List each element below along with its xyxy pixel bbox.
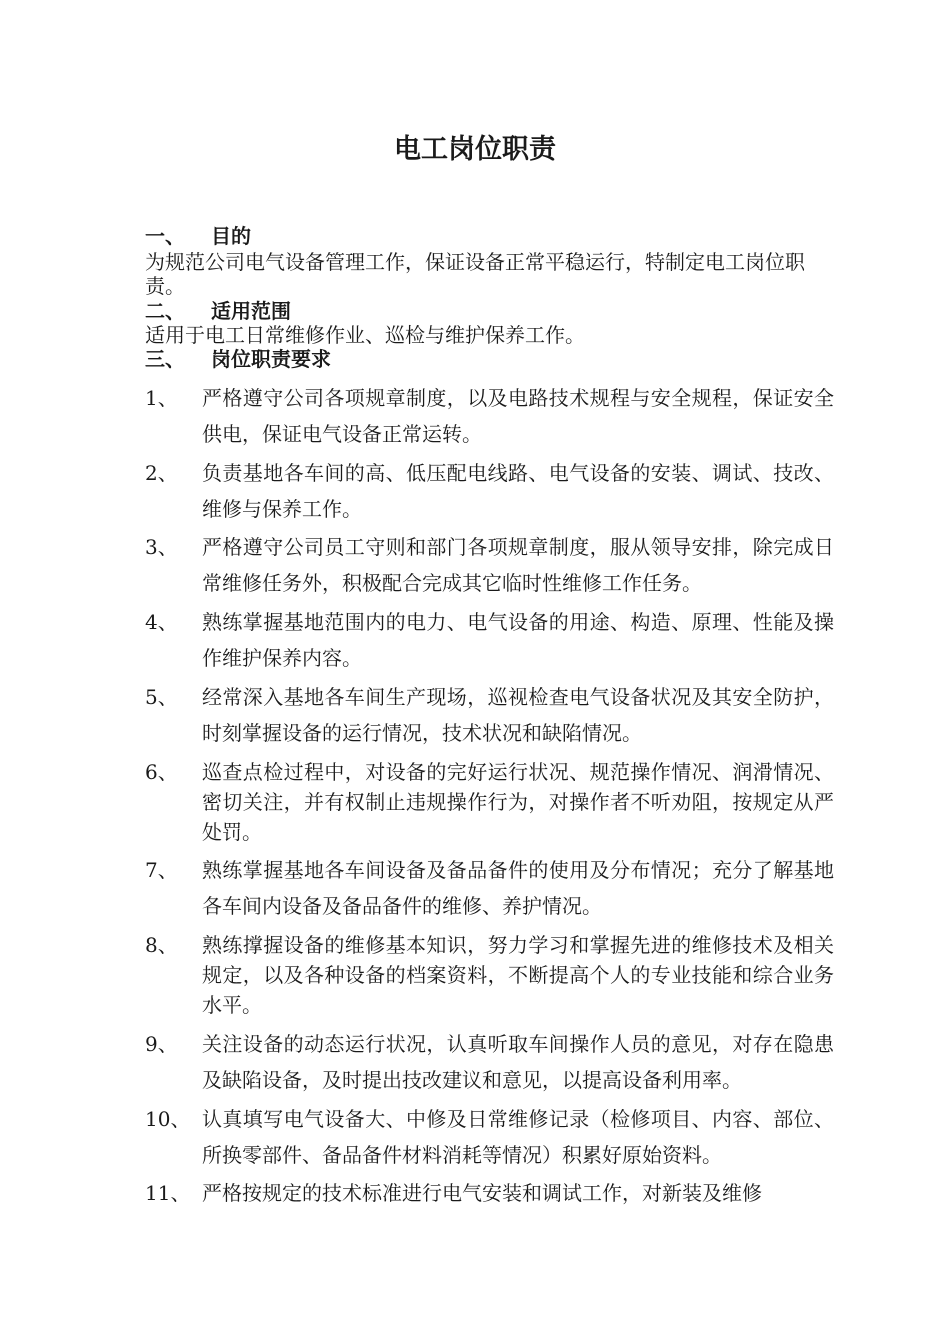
section-heading-duties bbox=[145, 347, 331, 371]
duty-item bbox=[145, 1175, 835, 1211]
item-text: 严格按规定的技术标准进行电气安装和调试工作，对新装及维修 bbox=[202, 1181, 762, 1205]
item-text: 熟练掌握基地各车间设备及备品备件的使用及分布情况；充分了解基地各车间内设备及备品备件的维修、养护情况。 bbox=[202, 858, 834, 918]
duty-item bbox=[145, 455, 835, 527]
item-text: 认真填写电气设备大、中修及日常维修记录（检修项目、内容、部位、所换零部件、备品备件材料消耗等情况）积累好原始资料。 bbox=[202, 1107, 834, 1167]
section-text-scope: 适用于电工日常维修作业、巡检与维护保养工作。 bbox=[145, 323, 585, 347]
section-number: 三、 bbox=[145, 347, 185, 371]
section-number: 二、 bbox=[145, 299, 185, 323]
duty-item bbox=[145, 852, 835, 924]
duty-item bbox=[145, 529, 835, 601]
document-title: 电工岗位职责 bbox=[394, 134, 556, 165]
section-title: 岗位职责要求 bbox=[211, 347, 331, 371]
duty-item bbox=[145, 380, 835, 452]
item-number: 10、 bbox=[145, 1107, 191, 1131]
duty-item bbox=[145, 1101, 835, 1173]
item-text: 经常深入基地各车间生产现场，巡视检查电气设备状况及其安全防护，时刻掌握设备的运行情况，技术状况和缺陷情况。 bbox=[202, 685, 834, 745]
section-heading-scope bbox=[145, 299, 291, 323]
item-number: 5、 bbox=[145, 685, 178, 709]
duty-item bbox=[145, 679, 835, 751]
item-number: 1、 bbox=[145, 386, 178, 410]
duty-item bbox=[145, 604, 835, 676]
section-title: 目的 bbox=[211, 224, 251, 248]
section-heading-purpose bbox=[145, 224, 251, 248]
section-number: 一、 bbox=[145, 224, 185, 248]
item-number: 2、 bbox=[145, 461, 178, 485]
item-text: 关注设备的动态运行状况，认真听取车间操作人员的意见，对存在隐患及缺陷设备，及时提出技改建议和意见，以提高设备利用率。 bbox=[202, 1032, 834, 1092]
duty-item bbox=[145, 927, 835, 1020]
item-number: 4、 bbox=[145, 610, 178, 634]
item-number: 6、 bbox=[145, 760, 178, 784]
item-number: 7、 bbox=[145, 858, 178, 882]
item-text: 负责基地各车间的高、低压配电线路、电气设备的安装、调试、技改、维修与保养工作。 bbox=[202, 461, 834, 521]
section-title: 适用范围 bbox=[211, 299, 291, 323]
duty-item bbox=[145, 1026, 835, 1098]
section-text-purpose: 为规范公司电气设备管理工作，保证设备正常平稳运行，特制定电工岗位职责。 bbox=[145, 250, 805, 298]
item-text: 巡查点检过程中，对设备的完好运行状况、规范操作情况、润滑情况、密切关注，并有权制止违规操作行为，对操作者不听劝阻，按规定从严处罚。 bbox=[202, 760, 834, 844]
item-text: 严格遵守公司各项规章制度，以及电路技术规程与安全规程，保证安全供电，保证电气设备正常运转。 bbox=[202, 386, 834, 446]
item-number: 8、 bbox=[145, 933, 178, 957]
item-text: 严格遵守公司员工守则和部门各项规章制度，服从领导安排，除完成日常维修任务外，积极配合完成其它临时性维修工作任务。 bbox=[202, 535, 834, 595]
item-number: 3、 bbox=[145, 535, 178, 559]
duty-item bbox=[145, 754, 835, 847]
item-number: 9、 bbox=[145, 1032, 178, 1056]
item-number: 11、 bbox=[145, 1181, 191, 1205]
item-text: 熟练撑握设备的维修基本知识，努力学习和掌握先进的维修技术及相关规定，以及各种设备的档案资料，不断提高个人的专业技能和综合业务水平。 bbox=[202, 933, 834, 1017]
item-text: 熟练掌握基地范围内的电力、电气设备的用途、构造、原理、性能及操作维护保养内容。 bbox=[202, 610, 834, 670]
